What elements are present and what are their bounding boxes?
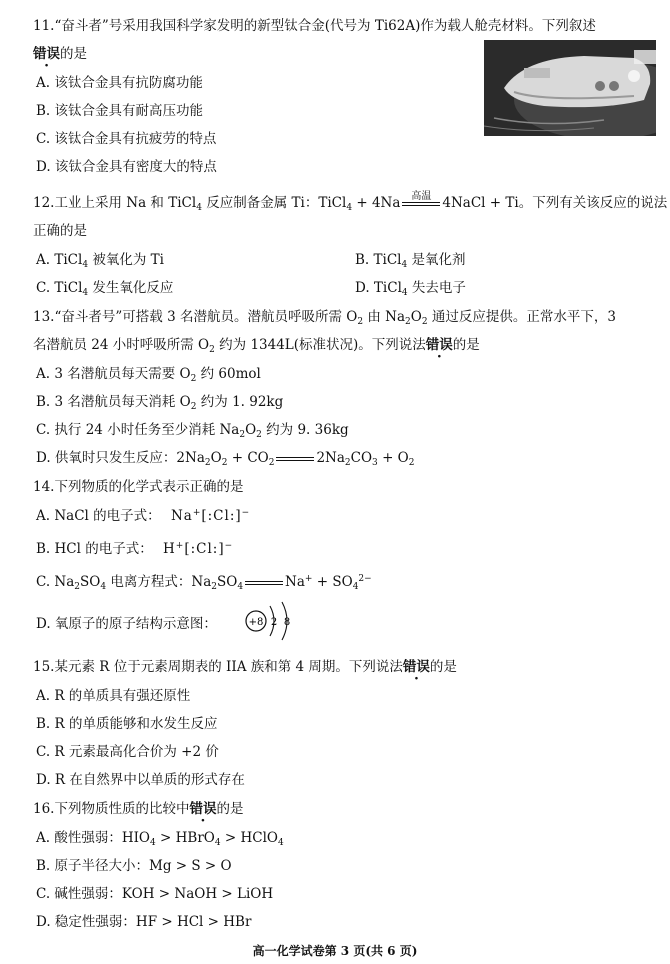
atom-nucleus: +8: [248, 617, 264, 628]
emphasis-wrong: 错误: [402, 659, 430, 675]
oxygen-atom-diagram: [240, 598, 300, 644]
emphasis-wrong: 错误: [33, 46, 60, 62]
question-11-stem-line1: 11.“奋斗者”号采用我国科学家发明的新型钛合金(代号为 Ti62A)作为载人舱壳材料。下列叙述: [33, 18, 596, 34]
submersible-photo: [484, 40, 656, 136]
question-12-option-a: A. TiCl$_4$ 被氧化为 Ti: [36, 252, 164, 270]
emphasis-wrong: 错误: [425, 337, 453, 353]
question-12-option-c: C. TiCl$_4$ 发生氧化反应: [36, 280, 174, 298]
question-13-option-d: D. 供氧时只发生反应：$2Na_2O_2 + CO_2$ $2Na_2CO_3 + O_2$: [36, 450, 415, 468]
question-13-stem-line1: 13.“奋斗者号”可搭载 3 名潜航员。潜航员呼吸所需 $O_2$ 由 $Na_2O_2$ 通过反应提供。正常水平下，3: [33, 309, 616, 327]
question-15-stem: 15.某元素 R 位于元素周期表的 IIA 族和第 4 周期。下列说法错误的是: [33, 659, 457, 675]
question-16-option-d: D. 稳定性强弱：HF > HCl > HBr: [36, 914, 252, 930]
ionization-arrow: [245, 577, 283, 589]
question-15-option-a: A. R 的单质具有强还原性: [36, 688, 191, 704]
reaction-arrow: [276, 453, 314, 465]
question-15-option-c: C. R 元素最高化合价为 +2 价: [36, 744, 219, 760]
question-16-option-c: C. 碱性强弱：KOH > NaOH > LiOH: [36, 886, 274, 902]
question-13-option-b: B. 3 名潜航员每天消耗 $O_2$ 约为 1. 92kg: [36, 394, 284, 412]
question-13-option-c: C. 执行 24 小时任务至少消耗 $Na_2O_2$ 约为 9. 36kg: [36, 422, 349, 440]
question-14-option-b: B. HCl 的电子式： H+[:Cl:]−: [36, 541, 234, 557]
question-13-stem-line2: 名潜航员 24 小时呼吸所需 $O_2$ 约为 1344L(标准状况)。下列说法错误的是: [33, 337, 480, 355]
question-14-option-d: D. 氧原子的原子结构示意图：: [36, 616, 217, 632]
question-11-stem-line2: 错误的是: [33, 46, 87, 62]
emphasis-wrong: 错误: [189, 801, 217, 817]
question-11-option-d: D. 该钛合金具有密度大的特点: [36, 159, 217, 175]
question-14-stem: 14.下列物质的化学式表示正确的是: [33, 479, 244, 495]
question-12-stem-line1: 12.工业上采用 Na 和 TiCl$_4$ 反应制备金属 Ti：TiCl$_4$ + 4Na 高温 4NaCl + Ti。下列有关该反应的说法: [33, 190, 668, 213]
reaction-arrow: 高温: [402, 198, 440, 210]
question-11-option-c: C. 该钛合金具有抗疲劳的特点: [36, 131, 217, 147]
question-12-option-b: B. TiCl$_4$ 是氧化剂: [355, 252, 466, 270]
question-15-option-b: B. R 的单质能够和水发生反应: [36, 716, 218, 732]
hcl-electron-formula: H+[:Cl:]−: [163, 541, 234, 557]
question-11-option-b: B. 该钛合金具有耐高压功能: [36, 103, 204, 119]
page-footer: 高一化学试卷第 3 页(共 6 页): [252, 944, 418, 958]
question-11-option-a: A. 该钛合金具有抗防腐功能: [36, 75, 203, 91]
question-13-option-a: A. 3 名潜航员每天需要 $O_2$ 约 60mol: [36, 366, 261, 384]
question-16-option-b: B. 原子半径大小：Mg > S > O: [36, 858, 232, 874]
question-15-option-d: D. R 在自然界中以单质的形式存在: [36, 772, 245, 788]
submersible-illustration: [484, 40, 656, 136]
question-16-option-a: A. 酸性强弱：$HIO_4$ > HBrO$_4$ > HClO$_4$: [36, 830, 284, 848]
atom-shell-2-count: 8: [283, 617, 291, 628]
atom-shell-1-count: 2: [270, 617, 278, 628]
nacl-electron-formula: Na+[:Cl:]−: [170, 508, 251, 524]
question-12-stem-line2: 正确的是: [33, 223, 87, 239]
question-12-option-d: D. TiCl$_4$ 失去电子: [355, 280, 466, 298]
question-16-stem: 16.下列物质性质的比较中错误的是: [33, 801, 244, 817]
question-14-option-c: C. $Na_2SO_4$ 电离方程式：$Na_2SO_4$ $Na^+ + SO_4^{2-}$: [36, 574, 372, 592]
question-14-option-a: A. NaCl 的电子式： Na+[:Cl:]−: [36, 508, 251, 524]
